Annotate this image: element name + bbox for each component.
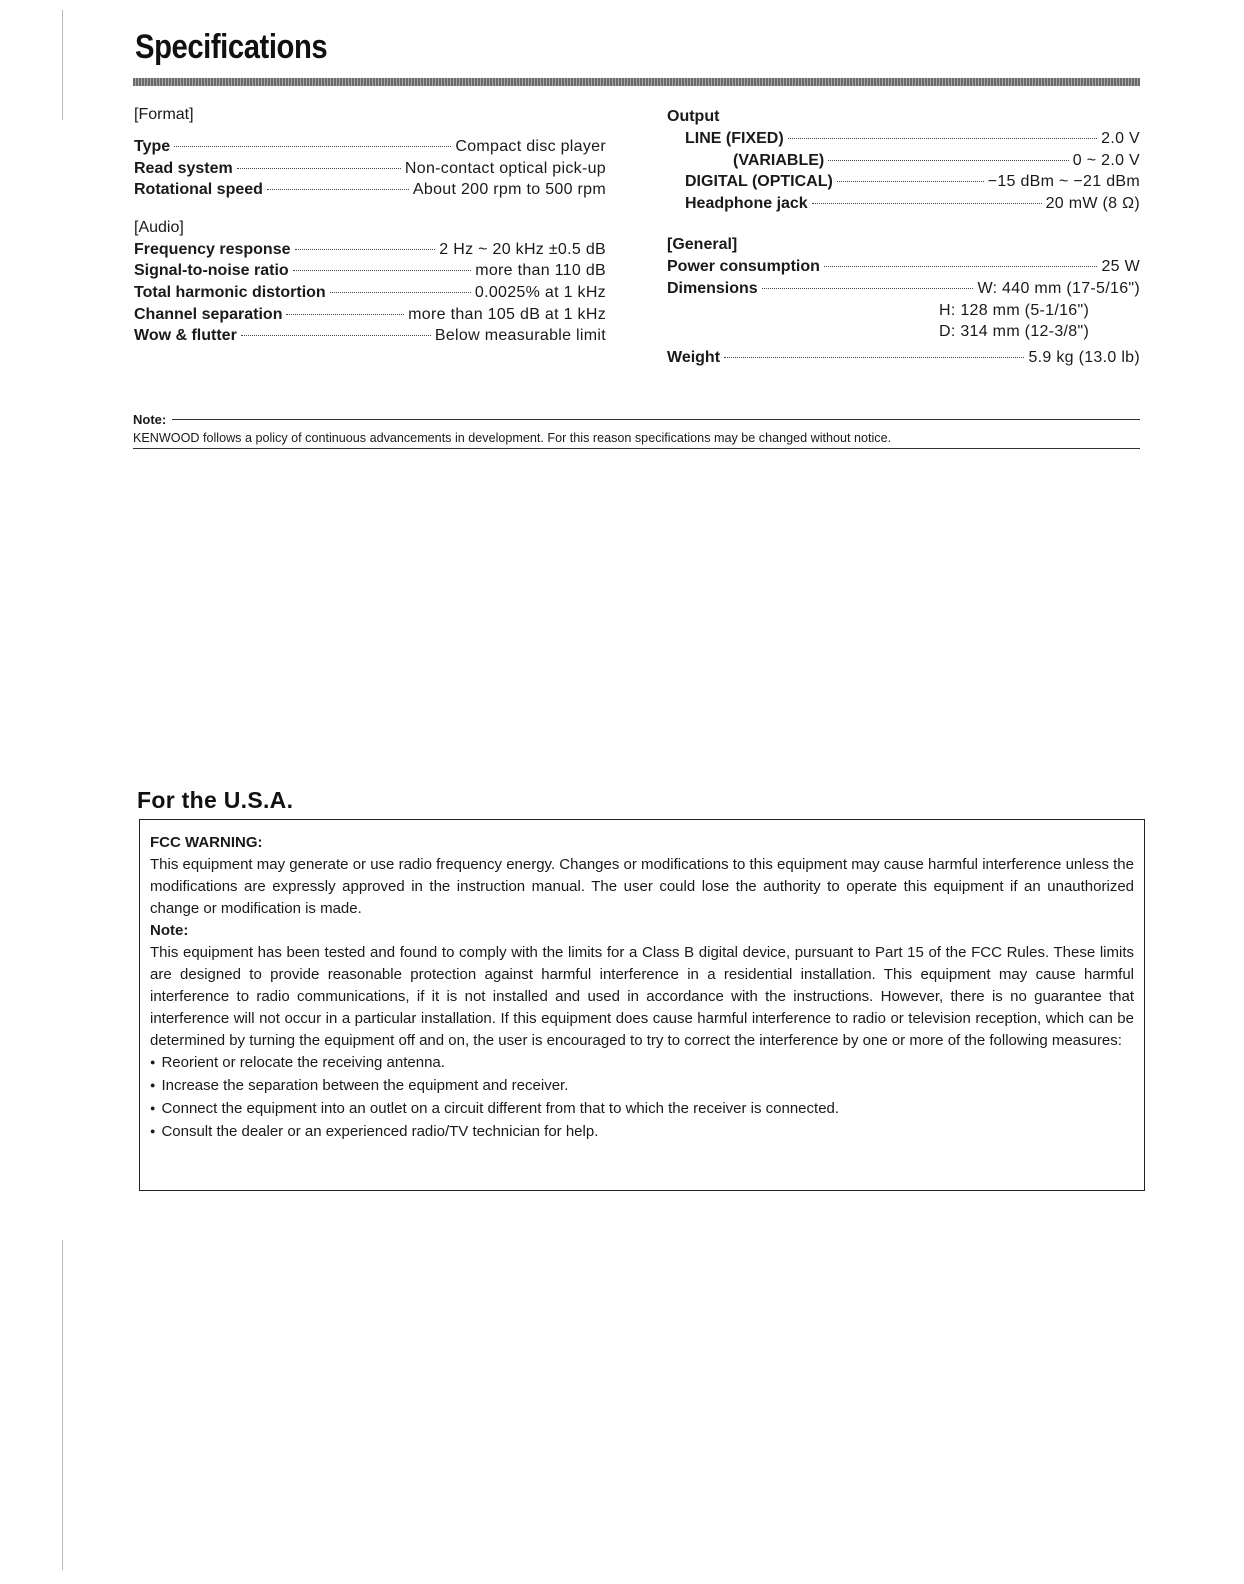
leader-dots [241,335,431,336]
spec-row [134,304,606,326]
list-item: ● Increase the separation between the equipment and receiver. [150,1075,1134,1098]
spec-row [667,256,1140,278]
fcc-note-text: This equipment has been tested and found to comply with the limits for a Class B digital device, pursuant to Part 15 of the FCC Rules. These limits are designed to provide reasonable protection against harmful interference in a residential installation. This equipment may cause harmful interference to radio communications, if it is not installed and used in accordance with the instructions. However, there is no guarantee that interference will not occur in a particular installation. If this equipment does cause harmful interference to radio or television reception, which can be determined by turning the equipment off and on, the user is encouraged to try to correct the interference by one or more of the following measures: [150,944,1134,1049]
specs-left-column [134,104,606,347]
leader-dots [330,292,471,293]
margin-scan-line [62,1240,63,1570]
fcc-warning-heading: FCC WARNING: [150,834,263,851]
leader-dots [812,203,1042,204]
spec-value: more than 105 dB at 1 kHz [408,305,606,323]
leader-dots [174,146,451,147]
spec-label: (VARIABLE) [733,151,825,169]
spec-row [134,158,606,180]
spec-row [134,179,606,201]
list-item: ● Consult the dealer or an experienced radio/TV technician for help. [150,1121,1134,1144]
spec-row [667,347,1140,369]
fcc-note-heading: Note: [150,922,189,939]
leader-dots [724,357,1024,358]
leader-dots [237,168,401,169]
audio-heading: [Audio] [134,218,184,236]
fcc-warning-box [139,819,1145,1191]
spec-row [134,325,606,347]
title-rule [133,78,1140,86]
spec-label: Signal-to-noise ratio [134,262,289,280]
measures-list [150,1052,1134,1144]
spec-label: Read system [134,159,233,177]
spec-label: DIGITAL (OPTICAL) [685,173,833,191]
spec-value: 2.0 V [1101,130,1140,147]
margin-scan-line [62,10,63,120]
spec-label: Total harmonic distortion [134,283,326,301]
fcc-warning-text: This equipment may generate or use radio frequency energy. Changes or modifications to this equipment may cause harmful interference unless the modifications are expressly approved in the instruction manual. The user could lose the authority to operate this equipment if an unauthorized change or modification is made. [150,856,1134,917]
spec-value: 0.0025% at 1 kHz [474,283,606,301]
leader-dots [286,314,404,315]
spec-value: Non-contact optical pick-up [404,159,606,177]
spec-note [133,410,1140,449]
spec-value: 5.9 kg (13.0 lb) [1028,348,1140,366]
leader-dots [824,266,1098,267]
specs-right-column [667,106,1140,368]
spec-row [134,260,606,282]
spec-label: Wow & flutter [134,327,237,345]
spec-row [134,136,606,158]
spec-value: 25 W [1101,258,1140,276]
leader-dots [267,189,409,190]
leader-dots [788,138,1097,139]
spec-label: Weight [667,348,721,366]
leader-dots [828,160,1069,161]
spec-row [134,239,606,261]
spec-value: −15 dBm ~ −21 dBm [987,173,1140,191]
spec-value: 2 Hz ~ 20 kHz ±0.5 dB [439,240,606,258]
general-heading: [General] [667,236,738,254]
dimension-depth: D: 314 mm (12-3/8") [939,323,1090,341]
spec-row [667,278,1140,300]
spec-value: About 200 rpm to 500 rpm [412,181,606,199]
leader-dots [295,249,436,250]
spec-label: Dimensions [667,279,758,297]
note-header [133,410,1140,428]
spec-value: 0 ~ 2.0 V [1072,151,1140,169]
spec-label: Frequency response [134,240,291,258]
spec-row [134,282,606,304]
spec-row [667,171,1140,193]
leader-dots [293,270,472,271]
output-heading: Output [667,108,720,125]
spec-label: Channel separation [134,305,283,323]
list-item: ● Reorient or relocate the receiving antenna. [150,1052,1134,1075]
spec-label: Headphone jack [685,194,808,212]
spec-row [667,128,1140,150]
spec-value: more than 110 dB [475,262,606,280]
leader-dots [837,181,984,182]
spec-value: Below measurable limit [434,327,606,345]
spec-row [667,150,1140,172]
note-rule [172,419,1140,420]
spec-label: Type [134,138,171,155]
spec-label: LINE (FIXED) [685,130,784,147]
list-item: ● Connect the equipment into an outlet on a circuit different from that to which the receiver is connected. [150,1098,1134,1121]
spec-value: 20 mW (8 Ω) [1045,194,1140,212]
dimension-height: H: 128 mm (5-1/16") [939,301,1090,319]
spec-value: Compact disc player [455,138,606,155]
spec-label: Rotational speed [134,181,263,199]
spec-row [667,193,1140,215]
format-heading: [Format] [134,106,194,123]
leader-dots [762,288,974,289]
note-text: KENWOOD follows a policy of continuous advancements in development. For this reason specifications may be changed without notice. [133,428,1140,449]
note-label: Note: [133,411,167,427]
spec-label: Power consumption [667,258,820,276]
spec-value: W: 440 mm (17-5/16") [977,279,1140,297]
page-title: Specifications [135,28,328,66]
usa-section-title: For the U.S.A. [137,787,294,813]
